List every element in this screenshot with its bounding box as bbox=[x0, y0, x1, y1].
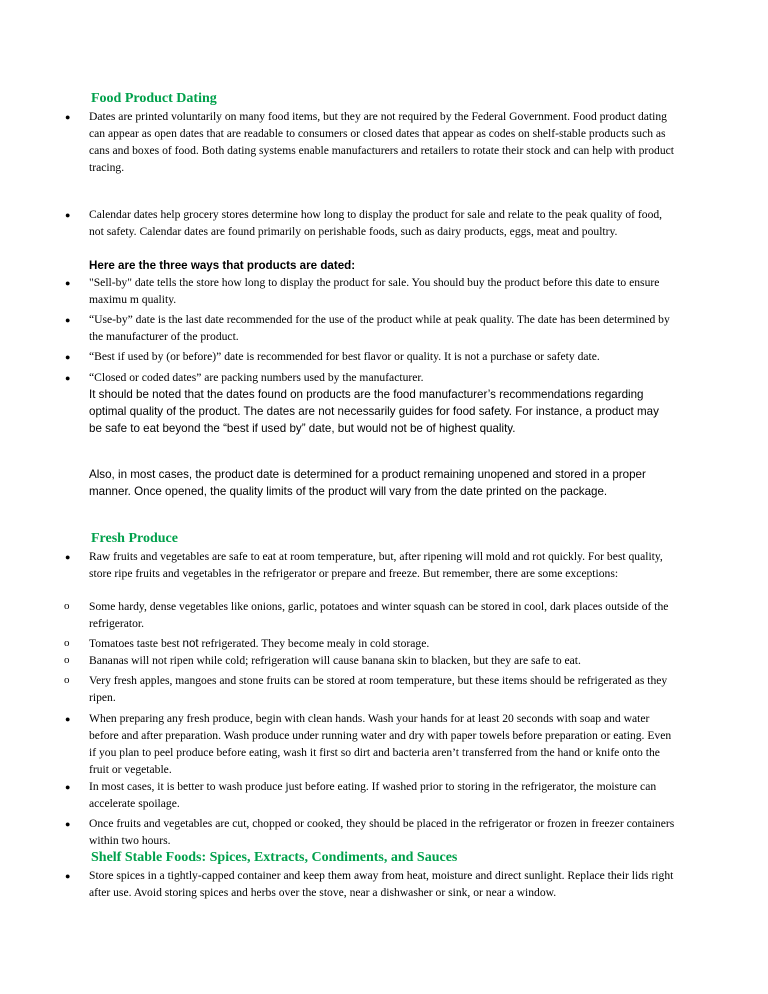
bullet-marker: ● bbox=[65, 210, 71, 220]
bullet-marker: ● bbox=[65, 352, 71, 362]
paragraph-fresh-apples: Very fresh apples, mangoes and stone fruits can be stored at room temperature, but these items should be refrigerated as they ripen. bbox=[89, 674, 668, 704]
paragraph-sell-by: "Sell-by" date tells the store how long to display the product for sale. You should buy the product before this date to ensure maximu m quality. bbox=[89, 276, 660, 306]
heading-shelf-stable-foods: Shelf Stable Foods: Spices, Extracts, Condiments, and Sauces bbox=[91, 850, 458, 865]
subheading-three-ways: Here are the three ways that products are dated: bbox=[89, 259, 356, 272]
paragraph-raw-fruits: Raw fruits and vegetables are safe to eat at room temperature, but, after ripening will mold and rot quickly. For best quality, store ripe fruits and vegetables in the refrigerator or prepare and freeze. But remember, there are some exceptions: bbox=[89, 550, 663, 580]
paragraph-tomatoes bbox=[89, 635, 679, 652]
paragraph-bananas: Bananas will not ripen while cold; refrigeration will cause banana skin to blacken, but they are safe to eat. bbox=[89, 654, 581, 667]
heading-fresh-produce: Fresh Produce bbox=[91, 531, 178, 546]
sub-bullet-marker: o bbox=[64, 637, 70, 649]
bullet-marker: ● bbox=[65, 315, 71, 325]
paragraph-cut-fruits: Once fruits and vegetables are cut, chopped or cooked, they should be placed in the refrigerator or frozen in freezer containers within two hours. bbox=[89, 817, 675, 847]
paragraph-clean-hands: When preparing any fresh produce, begin with clean hands. Wash your hands for at least 20 seconds with soap and water before and after preparation. Wash produce under running water and dry with paper towels before preparation or eating. Even if you plan to peel produce before eating, wash it first so dirt and bacteria aren’t transferred from the hand or knife onto the fruit or vegetable. bbox=[89, 712, 672, 776]
bullet-marker: ● bbox=[65, 871, 71, 881]
bullet-marker: ● bbox=[65, 782, 71, 792]
paragraph-wash-before-eating: In most cases, it is better to wash produce just before eating. If washed prior to storing in the refrigerator, the moisture can accelerate spoilage. bbox=[89, 780, 657, 810]
paragraph-note-unopened: Also, in most cases, the product date is determined for a product remaining unopened and stored in a proper manner. Once opened, the quality limits of the product will vary from the date printed on the package. bbox=[89, 468, 646, 498]
bullet-marker: ● bbox=[65, 552, 71, 562]
bullet-marker: ● bbox=[65, 714, 71, 724]
paragraph-best-if-used: “Best if used by (or before)” date is recommended for best flavor or quality. It is not a purchase or safety date. bbox=[89, 350, 600, 363]
bullet-marker: ● bbox=[65, 112, 71, 122]
paragraph-dates-voluntary: Dates are printed voluntarily on many food items, but they are not required by the Federal Government. Food product dating can appear as open dates that are readable to consumers or closed dates that appear as codes on shelf-stable products such as cans and boxes of food. Both dating systems enable manufacturers and retailers to rotate their stock and can help with product tracing. bbox=[89, 110, 674, 174]
tomatoes-text-start: Tomatoes taste best bbox=[89, 637, 183, 650]
bullet-marker: ● bbox=[65, 819, 71, 829]
paragraph-store-spices: Store spices in a tightly-capped container and keep them away from heat, moisture and direct sunlight. Replace their lids right after use. Avoid storing spices and herbs over the stove, near a dishwasher or sink, or near a window. bbox=[89, 869, 674, 899]
paragraph-hardy-vegetables: Some hardy, dense vegetables like onions, garlic, potatoes and winter squash can be stored in cool, dark places outside of the refrigerator. bbox=[89, 600, 669, 630]
bullet-marker: ● bbox=[65, 278, 71, 288]
sub-bullet-marker: o bbox=[64, 674, 70, 686]
paragraph-calendar-dates: Calendar dates help grocery stores determine how long to display the product for sale and relate to the peak quality of food, not safety. Calendar dates are found primarily on perishable foods, such as dairy products, eggs, meat and poultry. bbox=[89, 208, 663, 238]
heading-food-product-dating: Food Product Dating bbox=[91, 91, 217, 106]
tomatoes-text-end: refrigerated. They become mealy in cold storage. bbox=[198, 637, 430, 650]
tomatoes-not-emphasis: not bbox=[182, 637, 199, 650]
sub-bullet-marker: o bbox=[64, 654, 70, 666]
paragraph-note-recommendations: It should be noted that the dates found on products are the food manufacturer’s recommendations regarding optimal quality of the product. The dates are not necessarily guides for food safety. For instance, a product may be safe to eat beyond the “best if used by” date, but would not be of highest quality. bbox=[89, 388, 659, 435]
bullet-marker: ● bbox=[65, 373, 71, 383]
paragraph-use-by: “Use-by” date is the last date recommended for the use of the product while at peak quality. The date has been determined by the manufacturer of the product. bbox=[89, 313, 670, 343]
paragraph-closed-coded: “Closed or coded dates” are packing numbers used by the manufacturer. bbox=[89, 371, 424, 384]
sub-bullet-marker: o bbox=[64, 600, 70, 612]
